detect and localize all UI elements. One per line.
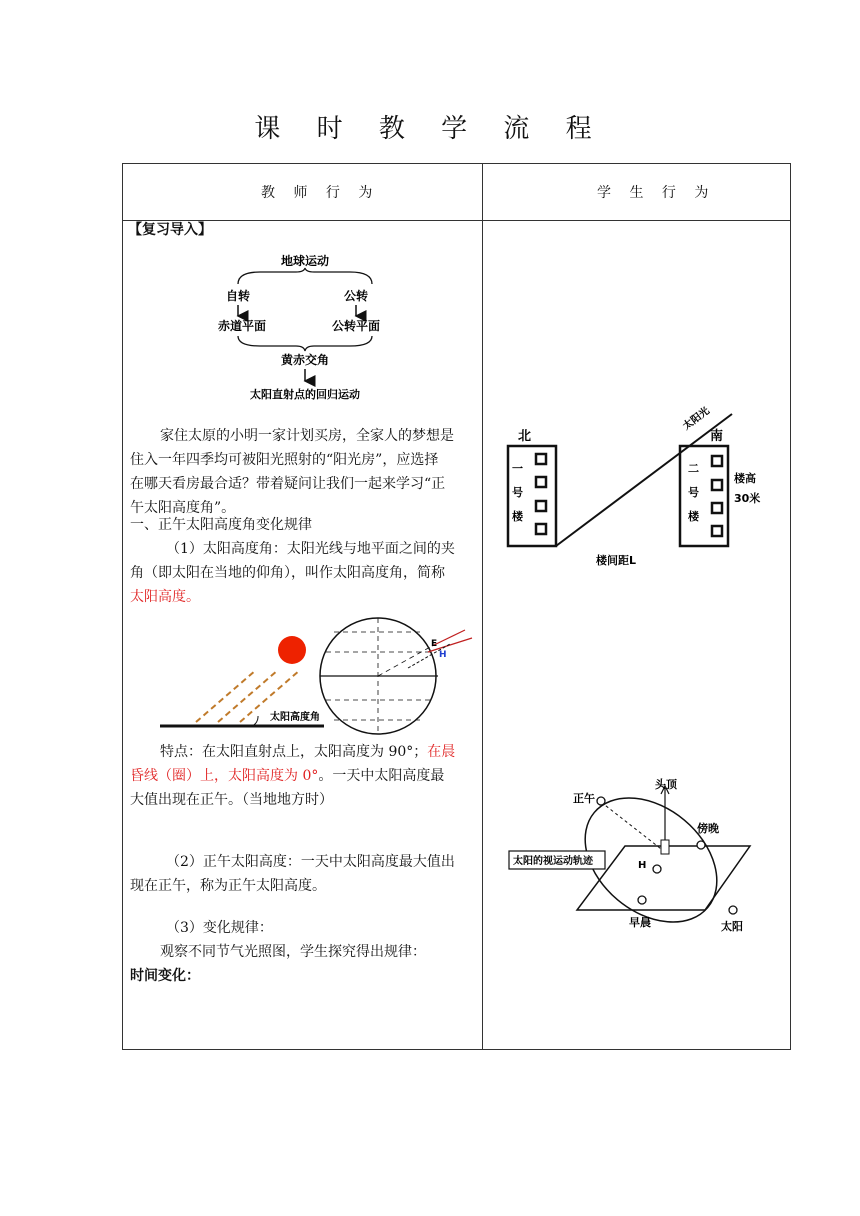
def-1c: 太阳高度。 — [130, 589, 200, 605]
column-divider — [482, 164, 483, 1049]
section-review: 【复习导入】 — [128, 222, 212, 238]
flow-left: 自转 — [225, 289, 251, 303]
flow-right: 公转 — [343, 289, 369, 303]
orbit-morning: 早晨 — [629, 916, 651, 929]
bld-north: 北 — [518, 429, 532, 444]
header-teacher: 教 师 行 为 — [261, 185, 380, 201]
feature-line-3: 大值出现在正午。（当地地方时） — [130, 792, 333, 808]
orbit-h: H — [638, 860, 647, 871]
page-title: 课 时 教 学 流 程 — [254, 114, 606, 144]
height-label-2: 30米 — [734, 492, 761, 505]
sunlight-label: 太阳光 — [681, 405, 712, 433]
bld-two-3: 楼 — [688, 510, 699, 523]
intro-line-3: 在哪天看房最合适？带着疑问让我们一起来学习“正 — [130, 476, 446, 492]
def-2b: 现在正午，称为正午太阳高度。 — [130, 878, 326, 894]
def-1b: 角（即太阳在当地的仰角），叫作太阳高度角，简称 — [130, 565, 445, 581]
feature-red-2: 昏线（圈）上，太阳高度为 0° — [130, 768, 319, 784]
solar-altitude-figure — [160, 612, 482, 736]
fig-globe-e: E — [431, 639, 438, 649]
bld-two-1: 二 — [688, 462, 699, 475]
feature-line-2 — [130, 764, 444, 788]
fig-globe-h: H — [439, 650, 447, 660]
flow-middle: 黄赤交角 — [280, 353, 330, 367]
bld-one-3: 楼 — [512, 510, 523, 523]
flow-top: 地球运动 — [280, 254, 330, 268]
building-spacing-diagram — [500, 404, 770, 574]
flow-left-plane: 赤道平面 — [217, 319, 267, 333]
intro-line-1: 家住太原的小明一家计划买房，全家人的梦想是 — [160, 428, 454, 444]
height-label-1: 楼高 — [734, 472, 756, 485]
orbit-zenith: 头顶 — [655, 778, 677, 791]
sun-icon — [278, 636, 306, 664]
def-2a: （2）正午太阳高度：一天中太阳高度最大值出 — [166, 854, 455, 870]
bld-one-1: 一 — [512, 462, 523, 475]
distance-label: 楼间距L — [596, 554, 637, 567]
feature-red-1: 在晨 — [427, 744, 456, 760]
orbit-sun: 太阳 — [721, 920, 743, 933]
observe-text: 观察不同节气光照图，学生探究得出规律： — [160, 944, 426, 960]
feature-a: 特点：在太阳直射点上，太阳高度为 90°； — [160, 744, 428, 760]
header-divider — [123, 220, 790, 221]
orbit-noon: 正午 — [573, 792, 595, 805]
sun-path-diagram — [505, 772, 755, 942]
heading-1: 一、正午太阳高度角变化规律 — [130, 517, 312, 533]
intro-line-2: 住入一年四季均可被阳光照射的“阳光房”，应选择 — [130, 452, 439, 468]
flow-bottom: 太阳直射点的回归运动 — [250, 388, 360, 401]
bld-two-2: 号 — [688, 486, 699, 499]
orbit-evening: 傍晚 — [697, 822, 719, 835]
header-student: 学 生 行 为 — [597, 185, 716, 201]
def-1a: （1）太阳高度角：太阳光线与地平面之间的夹 — [166, 541, 455, 557]
def-3: （3）变化规律： — [166, 920, 273, 936]
flow-right-plane: 公转平面 — [331, 319, 381, 333]
earth-motion-flow-diagram — [200, 248, 410, 410]
feature-b: 。一天中太阳高度最 — [318, 768, 445, 784]
intro-line-4: 午太阳高度角”。 — [130, 500, 236, 516]
sun-point — [729, 906, 737, 914]
feature-line-1 — [160, 740, 455, 764]
bld-one-2: 号 — [512, 486, 523, 499]
fig-sun-label: 太阳高度角 — [270, 712, 320, 723]
time-change: 时间变化： — [130, 968, 200, 984]
bld-south: 南 — [710, 429, 724, 444]
orbit-label: 太阳的视运动轨迹 — [513, 856, 593, 867]
